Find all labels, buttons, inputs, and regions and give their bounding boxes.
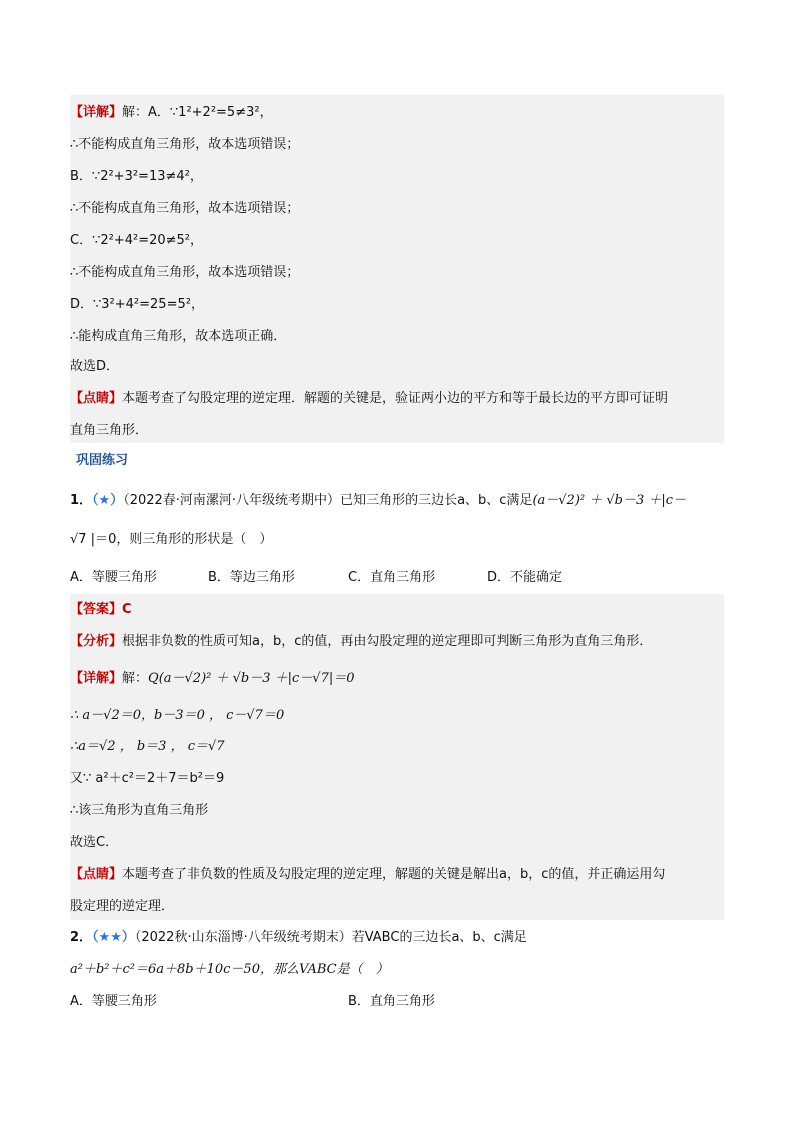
q1-option-c[interactable]: C．直角三角形 <box>348 570 436 585</box>
q1-detail-line-4: 又∵ a²＋c²＝2＋7＝b²＝9 <box>70 771 225 786</box>
point-text: 本题考查了非负数的性质及勾股定理的逆定理，解题的关键是解出a，b，c的值，并正确运用勾 <box>122 867 666 882</box>
detail-line-7: D．∵3²+4²=25=5²， <box>70 297 204 312</box>
q1-option-a[interactable]: A．等腰三角形 <box>70 570 157 585</box>
q1-point-line-2: 股定理的逆定理． <box>70 899 175 914</box>
detail-line-4: ∴不能构成直角三角形，故本选项错误； <box>70 201 300 216</box>
point-tag: 【点睛】 <box>70 391 123 406</box>
detail-line-8: ∴能构成直角三角形，故本选项正确． <box>70 329 287 344</box>
detail-prefix: 解： <box>122 671 149 686</box>
point-line-2: 直角三角形． <box>70 423 149 438</box>
q1-stem-line-2: √7 |＝0，则三角形的形状是（ ） <box>70 532 273 547</box>
q2-number: 2． <box>70 930 93 945</box>
detail-tag: 【详解】 <box>70 671 123 686</box>
detail-line-2: ∴不能构成直角三角形，故本选项错误； <box>70 137 300 152</box>
detail-line-3: B．∵2²+3²=13≠4²， <box>70 169 203 184</box>
detail-math-1: Q(a－√2)² ＋ √b－3 ＋|c－√7|＝0 <box>148 671 355 686</box>
q1-detail-line-5: ∴该三角形为直角三角形 <box>70 803 209 818</box>
q1-stars: （★） <box>92 493 124 508</box>
q2-stem-line-1 <box>70 929 527 947</box>
q1-detail-line-2: ∴ a－√2＝0，b－3＝0 ， c－√7＝0 <box>70 708 285 723</box>
detail-line-1 <box>70 104 273 122</box>
section-heading: 巩固练习 <box>76 453 129 468</box>
q1-option-b[interactable]: B．等边三角形 <box>208 570 295 585</box>
q1-answer-line <box>70 601 132 619</box>
detail-line-5: C．∵2²+4²=20≠5²， <box>70 233 204 248</box>
q1-point-line-1 <box>70 866 665 884</box>
q2-stars: （★★） <box>92 930 135 945</box>
q2-option-b[interactable]: B．直角三角形 <box>348 994 435 1009</box>
detail-line-9: 故选D． <box>70 359 120 374</box>
q1-detail-line-3: ∴a＝√2 ， b＝3 ， c＝√7 <box>70 739 225 754</box>
q1-source: （2022春·河南漯河·八年级统考期中） <box>123 493 341 508</box>
q1-stem-a: 已知三角形的三边长a、b、c满足 <box>340 493 533 508</box>
q1-stem-line-1 <box>70 492 686 510</box>
q2-source: （2022秋·山东淄博·八年级统考期末） <box>134 930 352 945</box>
analysis-tag: 【分析】 <box>70 634 123 649</box>
detail-line-6: ∴不能构成直角三角形，故本选项错误； <box>70 265 300 280</box>
q1-math-a: (a－√2)² ＋ √b－3 ＋|c－ <box>532 493 687 508</box>
q1-number: 1． <box>70 493 93 508</box>
q1-option-d[interactable]: D．不能确定 <box>487 570 563 585</box>
analysis-text: 根据非负数的性质可知a，b，c的值，再由勾股定理的逆定理即可判断三角形为直角三角形． <box>122 634 653 649</box>
answer-value: C <box>122 602 132 617</box>
detail-tag: 【详解】 <box>70 105 123 120</box>
point-text: 本题考查了勾股定理的逆定理．解题的关键是，验证两小边的平方和等于最长边的平方即可证明 <box>122 391 669 406</box>
point-line-1 <box>70 390 668 408</box>
q1-detail-line-1 <box>70 670 355 688</box>
point-tag: 【点睛】 <box>70 867 123 882</box>
q2-option-a[interactable]: A．等腰三角形 <box>70 994 157 1009</box>
answer-tag: 【答案】 <box>70 602 123 617</box>
q1-analysis-line <box>70 633 652 651</box>
q2-stem: 若VABC的三边长a、b、c满足 <box>351 930 527 945</box>
q1-detail-line-6: 故选C． <box>70 835 119 850</box>
q2-stem-line-2: a²＋b²＋c²＝6a＋8b＋10c－50，那么VABC是（ ） <box>70 962 389 977</box>
detail-text: 解：A．∵1²+2²=5≠3²， <box>122 105 273 120</box>
